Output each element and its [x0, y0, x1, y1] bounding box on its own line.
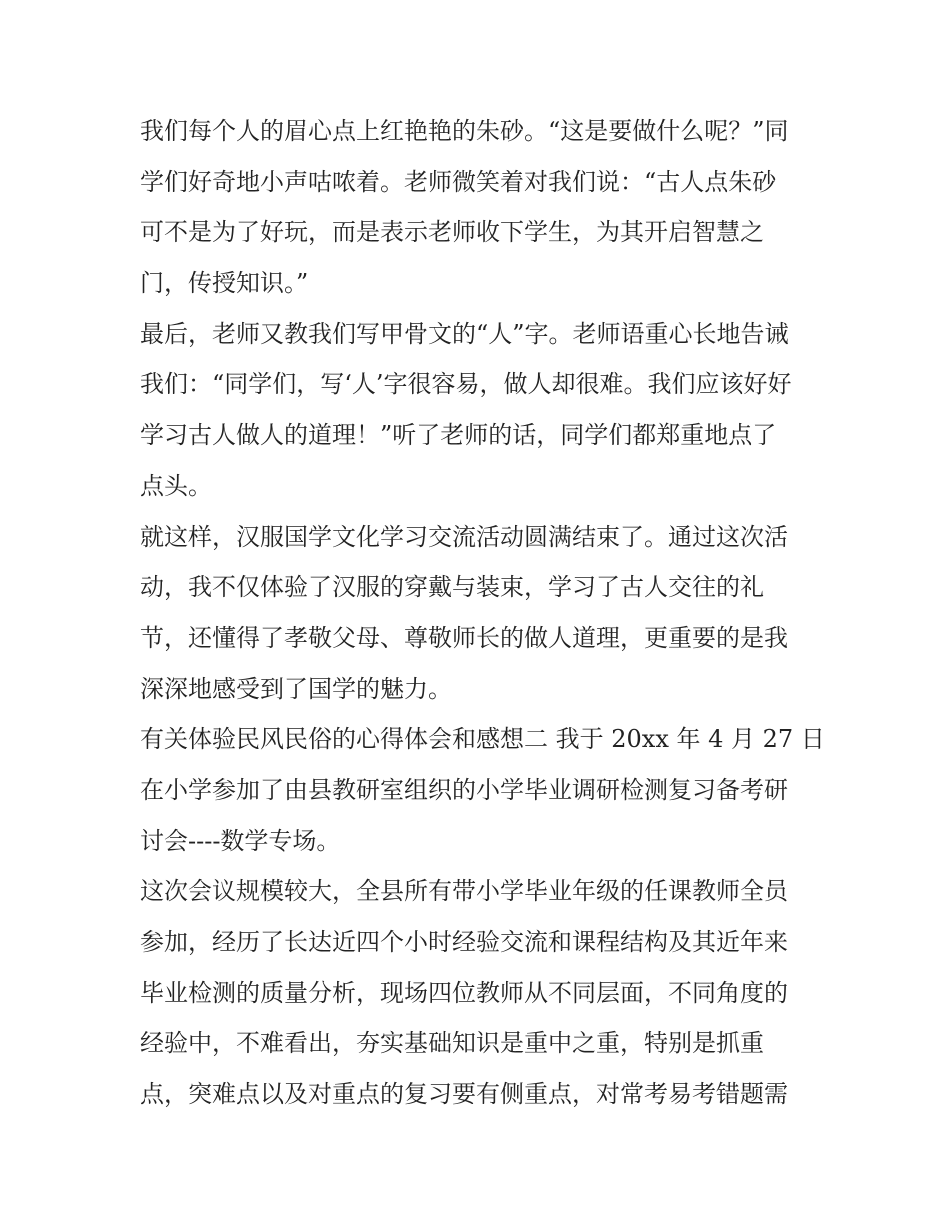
- text-line: 我们：“同学们，写‘人’字很容易，做人却很难。我们应该好好: [140, 370, 792, 399]
- text-line: 有关体验民风民俗的心得体会和感想二 我于 20xx 年 4 月 27 日: [140, 725, 825, 754]
- text-line: 学习古人做人的道理！”听了老师的话，同学们都郑重地点了: [140, 421, 777, 450]
- text-line: 这次会议规模较大，全县所有带小学毕业年级的任课教师全员: [140, 877, 788, 906]
- text-line: 讨会----数学专场。: [140, 826, 341, 855]
- document-body: [140, 106, 830, 1120]
- text-line: 就这样，汉服国学文化学习交流活动圆满结束了。通过这次活: [140, 522, 788, 551]
- text-line: 学们好奇地小声咕哝着。老师微笑着对我们说：“古人点朱砂: [140, 167, 777, 196]
- text-line: 参加，经历了长达近四个小时经验交流和课程结构及其近年来: [140, 928, 788, 956]
- text-line: 点头。: [140, 471, 212, 500]
- text-line: 深深地感受到了国学的魅力。: [140, 674, 452, 703]
- text-line: 节，还懂得了孝敬父母、尊敬师长的做人道理，更重要的是我: [140, 623, 788, 652]
- text-line: 可不是为了好玩，而是表示老师收下学生，为其开启智慧之: [140, 218, 764, 247]
- text-line: 我们每个人的眉心点上红艳艳的朱砂。“这是要做什么呢？”同: [140, 117, 789, 145]
- text-line: 动，我不仅体验了汉服的穿戴与装束，学习了古人交往的礼: [140, 573, 764, 602]
- text-line: 在小学参加了由县教研室组织的小学毕业调研检测复习备考研: [140, 775, 788, 804]
- text-line: 毕业检测的质量分析，现场四位教师从不同层面，不同角度的: [140, 978, 788, 1007]
- text-line: 门，传授知识。”: [140, 269, 309, 298]
- text-line: 最后，老师又教我们写甲骨文的“人”字。老师语重心长地告诫: [140, 319, 789, 348]
- text-line: 点，突难点以及对重点的复习要有侧重点，对常考易考错题需: [140, 1080, 788, 1109]
- text-line: 经验中，不难看出，夯实基础知识是重中之重，特别是抓重: [140, 1029, 764, 1058]
